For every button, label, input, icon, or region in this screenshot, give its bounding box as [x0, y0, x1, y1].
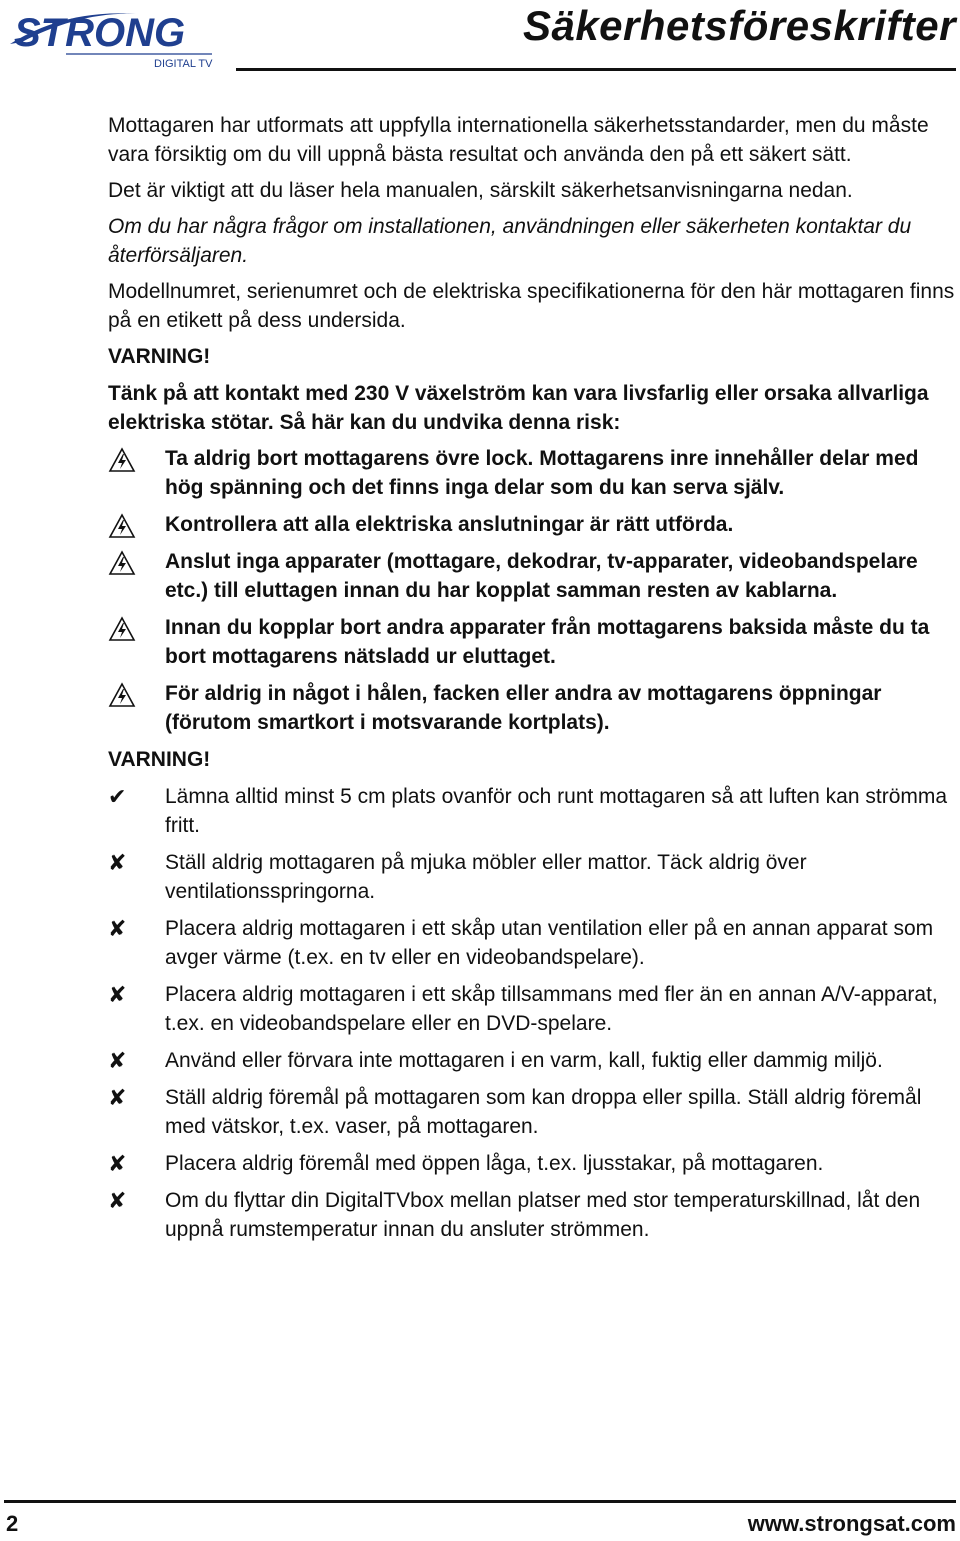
list-item-text: Placera aldrig föremål med öppen låga, t.ex. ljusstakar, på mottagaren.	[165, 1152, 824, 1175]
website-url: www.strongsat.com	[747, 1511, 956, 1536]
list-item	[108, 679, 958, 737]
electric-hazard-icon	[108, 550, 136, 576]
read-manual-paragraph: Det är viktigt att du läser hela manualen, särskilt säkerhetsanvisningarna nedan.	[108, 179, 853, 202]
page-title: Säkerhetsföreskrifter	[522, 2, 956, 49]
list-item-text: Ställ aldrig mottagaren på mjuka möbler eller mattor. Täck aldrig över ventilationsspringorna.	[165, 851, 807, 903]
logo-wordmark: STRONG	[14, 11, 186, 55]
strong-logo-graphic	[6, 4, 216, 68]
list-item-text: Om du flyttar din DigitalTVbox mellan platser med stor temperaturskillnad, låt den uppnå rumstemperatur innan du ansluter strömmen.	[165, 1189, 921, 1241]
page-number: 2	[6, 1511, 19, 1536]
list-item-text: Innan du kopplar bort andra apparater från mottagarens baksida måste du ta bort mottagarens nätsladd ur eluttaget.	[165, 616, 930, 668]
list-item-text: Anslut inga apparater (mottagare, dekodrar, tv-apparater, videobandspelare etc.) till eluttagen innan du har kopplat samman resten av kablarna.	[165, 550, 918, 602]
footer-divider	[4, 1500, 956, 1503]
questions-paragraph: Om du har några frågor om installationen, användningen eller säkerheten kontaktar du återförsäljaren.	[108, 215, 912, 267]
list-item	[108, 980, 958, 1038]
cross-icon: ✘	[108, 916, 127, 941]
label-info-paragraph: Modellnumret, serienumret och de elektriska specifikationerna för den här mottagaren finns på en etikett på dess undersida.	[108, 280, 955, 332]
warning-heading-placement: VARNING!	[108, 748, 211, 771]
list-item-text: Placera aldrig mottagaren i ett skåp tillsammans med fler än en annan A/V-apparat, t.ex. en videobandspelare eller en DVD-spelare.	[165, 983, 938, 1035]
electric-hazard-icon	[108, 447, 136, 473]
cross-icon: ✘	[108, 982, 127, 1007]
electric-hazard-icon	[108, 513, 136, 539]
list-item-text: För aldrig in något i hålen, facken eller andra av mottagarens öppningar (förutom smartkort i motsvarande kortplats).	[165, 682, 882, 734]
cross-icon: ✘	[108, 1188, 127, 1213]
cross-icon: ✘	[108, 1085, 127, 1110]
list-item	[108, 1046, 958, 1075]
list-item-text: Använd eller förvara inte mottagaren i en varm, kall, fuktig eller dammig miljö.	[165, 1049, 883, 1072]
intro-paragraph: Mottagaren har utformats att uppfylla internationella säkerhetsstandarder, men du måste vara försiktig om du vill uppnå bästa resultat och använda den på ett säkert sätt.	[108, 114, 929, 166]
list-item	[108, 547, 958, 605]
list-item	[108, 444, 958, 502]
list-item	[108, 1083, 958, 1141]
header-divider	[236, 68, 956, 71]
list-item	[108, 510, 958, 539]
strong-logo	[6, 4, 216, 68]
cross-icon: ✘	[108, 1048, 127, 1073]
list-item	[108, 848, 958, 906]
check-icon: ✔	[108, 784, 127, 809]
list-item	[108, 1149, 958, 1178]
electrical-warning-list	[108, 444, 958, 737]
logo-subtitle: DIGITAL TV	[154, 58, 213, 68]
list-item	[108, 914, 958, 972]
warning-text: Tänk på att kontakt med 230 V växelström kan vara livsfarlig eller orsaka allvarliga elektriska stötar. Så här kan du undvika denna risk:	[108, 382, 929, 434]
electric-hazard-icon	[108, 616, 136, 642]
cross-icon: ✘	[108, 850, 127, 875]
list-item-text: Kontrollera att alla elektriska anslutningar är rätt utförda.	[165, 513, 734, 536]
electric-hazard-icon	[108, 682, 136, 708]
safety-content	[108, 111, 958, 1252]
list-item-text: Ta aldrig bort mottagarens övre lock. Mottagarens inre innehåller delar med hög spänning och det finns inga delar som du kan serva själv.	[165, 447, 919, 499]
list-item-text: Placera aldrig mottagaren i ett skåp utan ventilation eller på en annan apparat som avger värme (t.ex. en tv eller en videobandspelare).	[165, 917, 934, 969]
warning-heading: VARNING!	[108, 345, 211, 368]
list-item	[108, 613, 958, 671]
list-item	[108, 782, 958, 840]
list-item	[108, 1186, 958, 1244]
list-item-text: Lämna alltid minst 5 cm plats ovanför och runt mottagaren så att luften kan strömma fritt.	[165, 785, 948, 837]
list-item-text: Ställ aldrig föremål på mottagaren som kan droppa eller spilla. Ställ aldrig föremål med vätskor, t.ex. vaser, på mottagaren.	[165, 1086, 922, 1138]
placement-list	[108, 782, 958, 1244]
cross-icon: ✘	[108, 1151, 127, 1176]
